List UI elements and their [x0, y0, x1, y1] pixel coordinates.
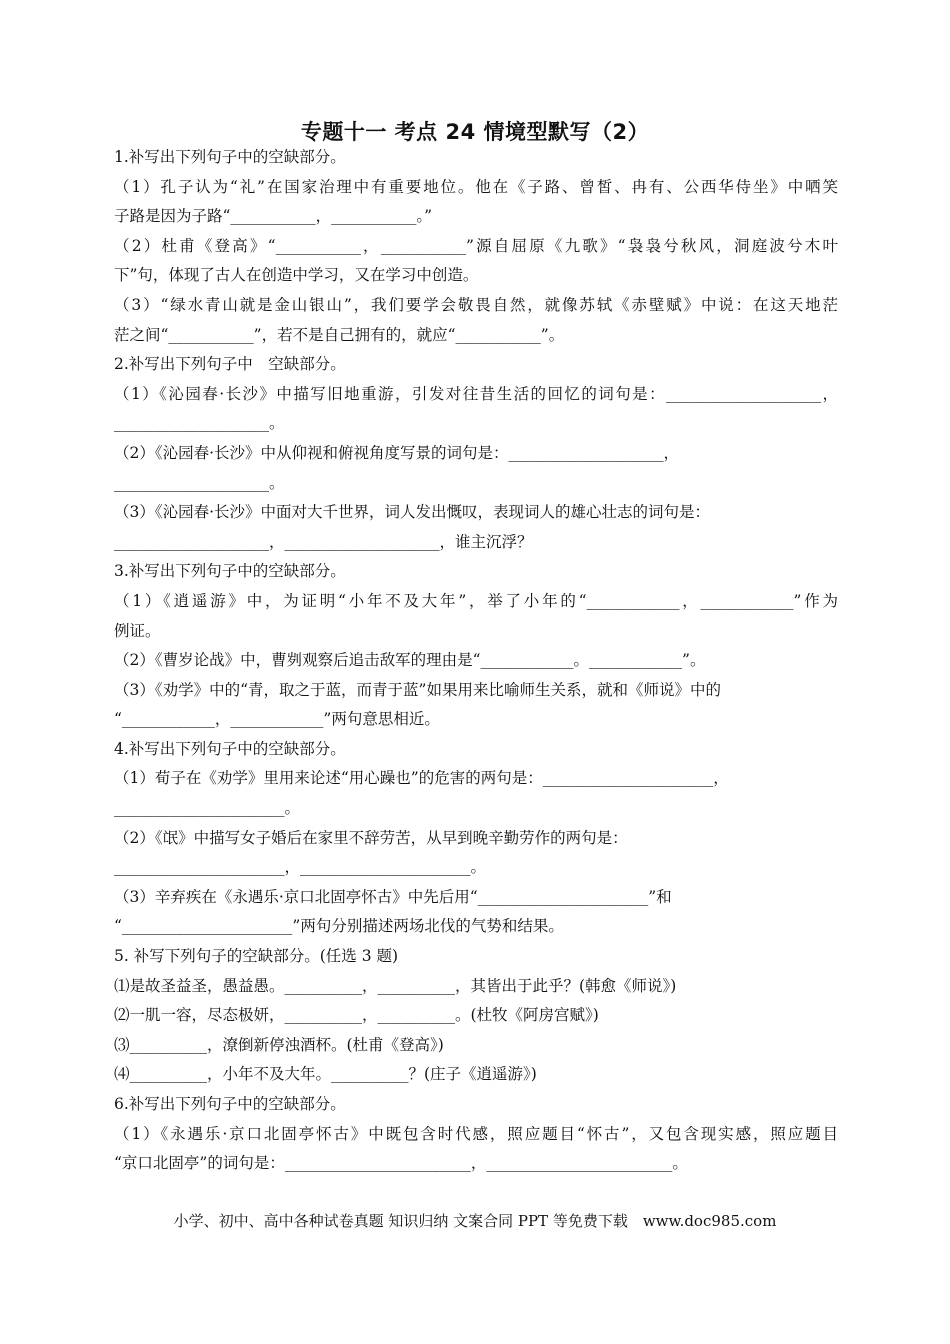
text-line: （3）《劝学》中的“青，取之于蓝，而青于蓝”如果用来比喻师生关系，就和《师说》中的 [114, 680, 721, 699]
text-line: 例证。 [114, 621, 161, 640]
text-line: （1）《沁园春·长沙》中描写旧地重游，引发对往昔生活的回忆的词句是：____________________， [114, 384, 838, 403]
text-line: （2）《曹岁论战》中，曹刿观察后追击敌军的理由是“____________。____________”。 [114, 651, 706, 670]
text-line: （1）孔子认为“礼”在国家治理中有重要地位。他在《子路、曾皙、冉有、公西华侍坐》中哂笑 [114, 177, 838, 196]
text-line: “______________________”两句分别描述两场北伐的气势和结果。 [114, 917, 564, 936]
text-line: 5. 补写下列句子的空缺部分。(任选 3 题) [114, 947, 399, 966]
page-footer: 小学、初中、高中各种试卷真题 知识归纳 文案合同 PPT 等免费下载 www.doc985.com [173, 1212, 777, 1230]
text-line: ______________________。 [114, 799, 301, 818]
page-title: 专题十一 考点 24 情境型默写（2） [300, 120, 650, 144]
text-line: “京口北固亭”的词句是：________________________，________________________。 [114, 1154, 688, 1173]
text-line: （1）荀子在《劝学》里用来论述“用心躁也”的危害的两句是：______________________， [114, 769, 729, 788]
text-line: （1）《逍遥游》中，为证明“小年不及大年”，举了小年的“____________，____________”作为 [114, 591, 838, 610]
text-line: （2）杜甫《登高》“___________，___________”源自屈原《九歌》“袅袅兮秋风，洞庭波兮木叶 [114, 236, 838, 255]
text-line: （3）辛弃疾在《永遇乐·京口北固亭怀古》中先后用“______________________”和 [114, 887, 672, 906]
text-line: 子路是因为子路“___________，___________。” [114, 207, 433, 226]
text-line: （2）《沁园春·长沙》中从仰视和俯视角度写景的词句是：____________________， [114, 443, 680, 462]
text-line: 2.补写出下列句子中 空缺部分。 [114, 355, 346, 374]
text-line: （3）“绿水青山就是金山银山”，我们要学会敬畏自然，就像苏轼《赤壁赋》中说：在这天地茫 [114, 295, 838, 314]
text-line: （3）《沁园春·长沙》中面对大千世界，词人发出慨叹，表现词人的雄心壮志的词句是： [114, 503, 711, 522]
text-line: ⑵一肌一容，尽态极妍，__________，__________。(杜牧《阿房宫赋》) [114, 1006, 599, 1025]
text-line: 6.补写出下列句子中的空缺部分。 [114, 1095, 346, 1113]
text-line: ____________________。 [114, 414, 285, 433]
text-line: （1）《永遇乐·京口北固亭怀古》中既包含时代感，照应题目“怀古”，又包含现实感，照应题目 [114, 1124, 838, 1143]
text-line: ____________________，____________________，谁主沉浮？ [114, 532, 533, 551]
text-line: 下”句，体现了古人在创造中学习，又在学习中创造。 [114, 266, 479, 285]
text-line: 茫之间“___________”，若不是自己拥有的，就应“___________”。 [114, 325, 565, 344]
document-body [114, 143, 838, 1179]
text-line: ⑶__________，潦倒新停浊酒杯。(杜甫《登高》) [114, 1035, 444, 1054]
text-line: 4.补写出下列句子中的空缺部分。 [114, 739, 346, 758]
text-line: ____________________。 [114, 473, 285, 492]
text-line: （2）《氓》中描写女子婚后在家里不辞劳苦，从早到晚辛勤劳作的两句是： [114, 828, 628, 847]
text-line: ⑴是故圣益圣，愚益愚。__________，__________，其皆出于此乎？(韩愈《师说》) [114, 976, 677, 995]
text-line: ⑷__________，小年不及大年。__________？(庄子《逍遥游》) [114, 1065, 537, 1084]
text-line: “____________，____________”两句意思相近。 [114, 710, 440, 729]
text-line: 1.补写出下列句子中的空缺部分。 [114, 148, 346, 166]
text-line: ______________________，______________________。 [114, 858, 487, 877]
text-line: 3.补写出下列句子中的空缺部分。 [114, 562, 346, 581]
